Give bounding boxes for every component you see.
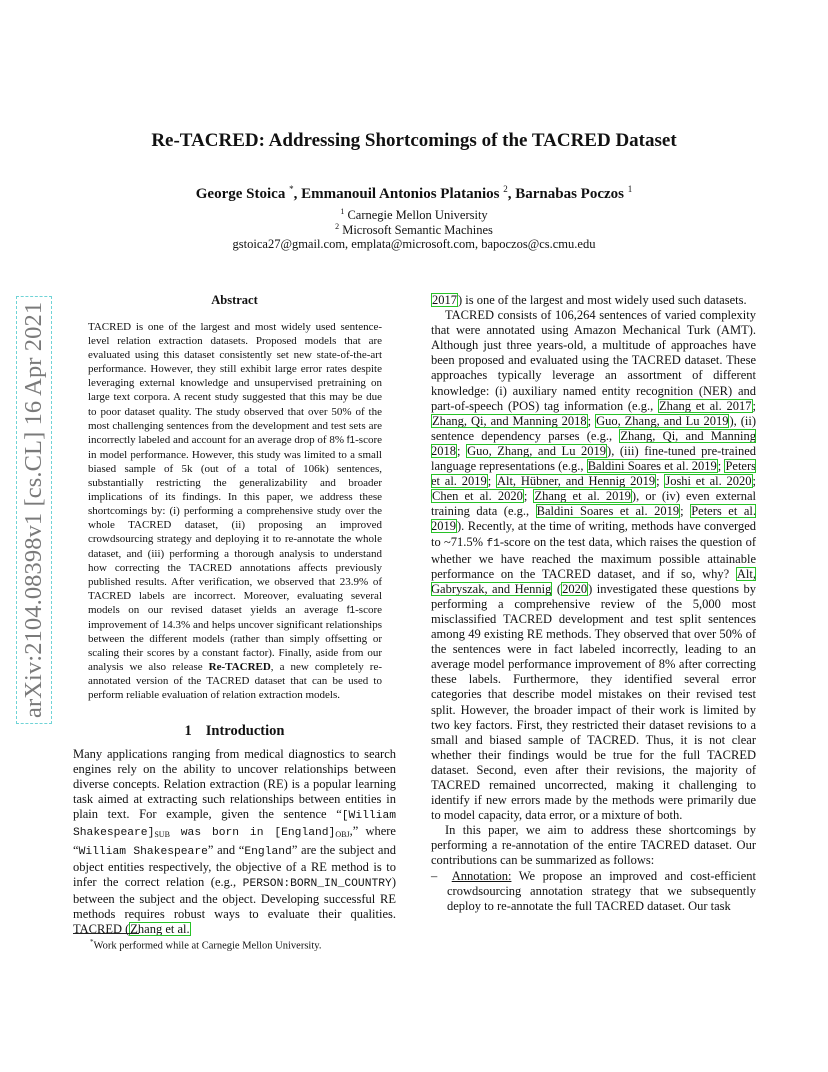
- citation-link[interactable]: Guo, Zhang, and Lu 2019: [596, 413, 729, 428]
- affiliation-mark: 1: [340, 207, 345, 216]
- citation-link[interactable]: Alt, Gabryszak, and Hennig: [431, 566, 756, 596]
- dataset-name: Re-TACRED: [208, 661, 271, 674]
- section-heading: 1 Introduction: [184, 723, 285, 739]
- footnote-rule: [73, 933, 139, 934]
- citation-link[interactable]: Zhang et al. 2017: [659, 398, 752, 413]
- citation-link[interactable]: Baldini Soares et al. 2019: [587, 459, 717, 474]
- author-mark: 2: [503, 184, 508, 194]
- citation-link[interactable]: Guo, Zhang, and Lu 2019: [467, 443, 607, 458]
- abstract-heading: Abstract: [211, 293, 258, 307]
- affiliation: [0, 207, 828, 223]
- citation-link[interactable]: Baldini Soares et al. 2019: [536, 504, 680, 519]
- citation-link[interactable]: Peters et al. 2019: [431, 504, 756, 534]
- affiliation-mark: 2: [335, 222, 340, 231]
- author-name: Barnabas Poczos: [515, 186, 624, 202]
- citation-link[interactable]: 2020: [562, 581, 588, 596]
- author-list: George Stoica *, Emmanouil Antonios Platanios $^2$, Barnabas Poczos $^1$: [195, 184, 633, 202]
- right-column: 2017) is one of the largest and most widely used such datasets. TACRED consists of 106,264 sentences of varied complexity that were annotated using Amazon Mechanical Turk (AMT). Although just three years-old, a multitude of approaches have been proposed and evaluated using the TACRED dataset. These approaches typically leverage an assortment of different knowledge: (i) auxiliary named entity recognition (NER) and part-of-speech (POS) tag information (e.g., Zhang et al. 2017; Zhang, Qi, and Manning 2018; Guo, Zhang, and Lu 2019), (ii) sentence dependency parses (e.g., Zhang, Qi, and Manning 2018; Guo, Zhang, and Lu 2019), (iii) fine-tuned pre-trained language representations (e.g., Baldini Soares et al. 2019; Peters et al. 2019; Alt, Hübner, and Hennig 2019; Joshi et al. 2020; Chen et al. 2020; Zhang et al. 2019), or (iv) even external training data (e.g., Baldini Soares et al. 2019; Peters et al. 2019). Recently, at the time of writing, methods have converged to ~71.5% f1-score on the test data, which raises the question of whether we have reached the maximum possible attainable performance on the TACRED dataset, and if so, why? Alt, Gabryszak, and Hennig (2020) investigated these questions by performing a comprehensive review of the 5,000 most misclassified TACRED development and test split sentences among 49 existing RE methods. They observed that over 50% of the sentences were in fact labeled incorrectly, leading to an average model performance improvement of 8% after correcting these labels. Furthermore, they identified several error categories that describe model mistakes on their revised test split. However, the broader impact of their work is limited by two key factors. First, they restricted their dataset revisions to a small and biased sample of TACRED. Thus, it is not clear whether their findings would be true for the full TACRED dataset. Second, even after their revisions, the majority of TACRED remained uncorrected, making it challenging to identify if new errors made by the methods were primarily due to model capacity, data error, or a mixture of both. In this paper, we aim to address these shortcomings by performing a re-annotation of the entire TACRED dataset. Our contributions can be summarized as follows: – Annotation: We propose an improved and cost-efficient crowdsourcing annotation strategy that we subsequently deploy to re-annotate the full TACRED dataset. Our task: [431, 293, 756, 913]
- author-mark: 1: [627, 184, 633, 194]
- footnote: *Work performed while at Carnegie Mellon University.: [90, 938, 322, 952]
- author-name: Emmanouil Antonios Platanios: [301, 186, 500, 202]
- citation-link[interactable]: Zhang et al.: [130, 922, 190, 937]
- list-item: – Annotation: We propose an improved and cost-efficient crowdsourcing annotation strategy that we subsequently deploy to re-annotate the full TACRED dataset. Our task: [431, 868, 756, 913]
- contributions-intro: In this paper, we aim to address these shortcomings by performing a re-annotation of the entire TACRED dataset. Our contributions can be summarized as follows:: [431, 823, 756, 868]
- author-mark: *: [289, 184, 294, 194]
- citation-link[interactable]: Peters et al. 2019: [431, 459, 756, 489]
- paper-title: Re-TACRED: Addressing Shortcomings of the TACRED Dataset: [151, 130, 677, 151]
- citation-link[interactable]: Joshi et al. 2020: [665, 474, 752, 489]
- citation-link[interactable]: Zhang, Qi, and Manning 2018: [432, 413, 587, 428]
- abstract-text: TACRED is one of the largest and most widely used sentence-level relation extraction datasets. Proposed models that are evaluated using this dataset consistently set new state-of-the-art performance. However, they still exhibit large error rates despite leveraging external knowledge and unsupervised pretraining on large text corpora. A recent study suggested that this may be due to poor dataset quality. The study observed that over 50% of the most challenging sentences from the development and test sets are incorrectly labeled and account for an average drop of 8% f1-score in model performance. However, this study was limited to a small biased sample of 5k (out of a total of 106k) sentences, substantially restricting the generalizability and broader implications of its findings. In this paper, we address these shortcomings by: (i) performing a comprehensive study over the whole TACRED dataset, (ii) proposing an improved crowdsourcing strategy and deploying it to re-annotate the whole dataset, and (iii) performing a thorough analysis to understand how correcting the TACRED annotations affects previously published results. After verification, we observed that 23.9% of TACRED labels are incorrect. Moreover, evaluating several models on our revised dataset yields an average f1-score improvement of 14.3% and helps uncover significant relationships between the different models (rather than simply offsetting or scaling their scores by a constant factor). Finally, aside from our analysis we also release Re-TACRED, a new completely re-annotated version of the TACRED dataset that can be used to perform reliable evaluation of relation extraction models.: [88, 321, 382, 702]
- arxiv-stamp[interactable]: arXiv:2104.08398v1 [cs.CL] 16 Apr 2021: [20, 301, 47, 718]
- affiliation-name: Microsoft Semantic Machines: [342, 223, 493, 238]
- citation-link[interactable]: 2017: [432, 293, 457, 307]
- citation-link[interactable]: Chen et al. 2020: [432, 489, 523, 504]
- citation-link[interactable]: Zhang, Qi, and Manning 2018: [431, 428, 756, 458]
- affiliation: [0, 222, 828, 238]
- citation-link[interactable]: Zhang et al. 2019: [534, 489, 631, 504]
- author-emails: gstoica27@gmail.com, emplata@microsoft.com, bapoczos@cs.cmu.edu: [232, 237, 596, 251]
- intro-paragraph: Many applications ranging from medical diagnostics to search engines rely on the ability to uncover relationships between diverse concepts. Relation extraction (RE) is a popular learning task aimed at extracting such relationships between entities in plain text. For example, given the sentence “[William $Shakespeare]_{SUB}$ was born in $[England]_{OBJ}$,” where “William Shakespeare” and “England” are the subject and object entities respectively, the objective of a RE method is to infer the correct relation (e.g., PERSON:BORN_IN_COUNTRY) between the subject and the object. Developing successful RE methods requires robust ways to evaluate their qualities. TACRED (Zhang et al.: [73, 747, 396, 937]
- citation-link[interactable]: Alt, Hübner, and Hennig 2019: [496, 474, 656, 489]
- author-name: George Stoica: [195, 186, 286, 202]
- affiliation-name: Carnegie Mellon University: [347, 208, 488, 223]
